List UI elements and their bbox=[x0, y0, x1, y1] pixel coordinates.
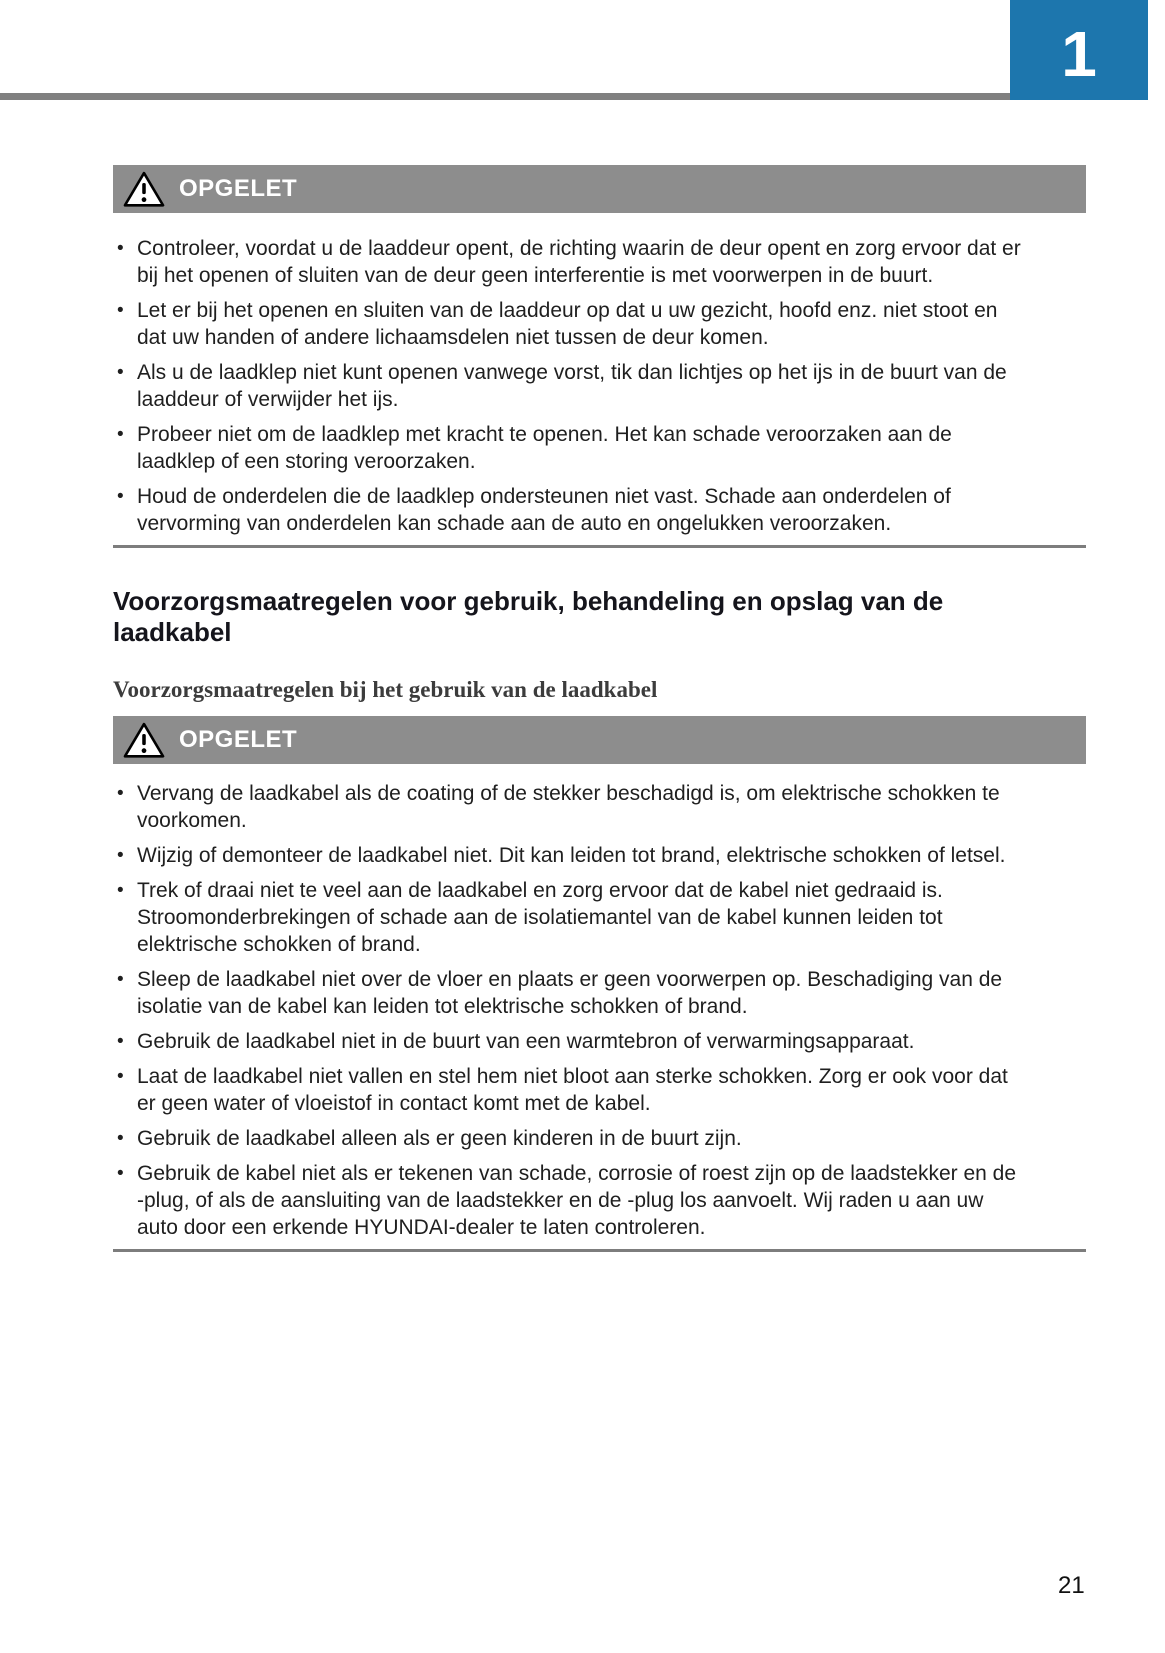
chapter-tab bbox=[1010, 0, 1148, 100]
caution-banner bbox=[113, 165, 1086, 213]
caution-banner bbox=[113, 716, 1086, 764]
caution-list-item: • Gebruik de kabel niet als er tekenen van schade, corrosie of roest zijn op de laadstekker en de -plug, of als de aansluiting van de laadstekker en de -plug los aanvoelt. Wij raden u aan uw auto door een erkende HYUNDAI-dealer te laten controleren. bbox=[113, 1160, 1021, 1241]
page-content bbox=[113, 165, 1086, 1252]
page-header bbox=[0, 0, 1165, 100]
caution-list-item: • Let er bij het openen en sluiten van de laaddeur op dat u uw gezicht, hoofd enz. niet stoot en dat uw handen of andere lichaamsdelen niet tussen de deur komen. bbox=[113, 297, 1021, 351]
caution-list-item: • Sleep de laadkabel niet over de vloer en plaats er geen voorwerpen op. Beschadiging van de isolatie van de kabel kan leiden tot elektrische schokken of brand. bbox=[113, 966, 1021, 1020]
section-heading: Voorzorgsmaatregelen voor gebruik, behandeling en opslag van de laadkabel bbox=[113, 586, 944, 647]
caution-list-item: • Gebruik de laadkabel alleen als er geen kinderen in de buurt zijn. bbox=[113, 1125, 1021, 1152]
caution-list-item: • Trek of draai niet te veel aan de laadkabel en zorg ervoor dat de kabel niet gedraaid is. Stroomonderbrekingen of schade aan de isolatiemantel van de kabel kunnen leiden tot elektrische schokken of brand. bbox=[113, 877, 1021, 958]
section-divider bbox=[113, 545, 1086, 548]
caution-list-item: • Als u de laadklep niet kunt openen vanwege vorst, tik dan lichtjes op het ijs in de buurt van de laaddeur of verwijder het ijs. bbox=[113, 359, 1021, 413]
chapter-number: 1 bbox=[1061, 18, 1097, 90]
section-divider bbox=[113, 1249, 1086, 1252]
caution-list-item: • Controleer, voordat u de laaddeur opent, de richting waarin de deur opent en zorg ervoor dat er bij het openen of sluiten van de deur geen interferentie is met voorwerpen in de buurt. bbox=[113, 235, 1021, 289]
page-number: 21 bbox=[1058, 1572, 1085, 1599]
caution-list bbox=[113, 235, 1086, 537]
sub-heading: Voorzorgsmaatregelen bij het gebruik van de laadkabel bbox=[113, 677, 658, 702]
caution-list-item: • Gebruik de laadkabel niet in de buurt van een warmtebron of verwarmingsapparaat. bbox=[113, 1028, 1021, 1055]
caution-list bbox=[113, 780, 1086, 1241]
caution-list-item: • Vervang de laadkabel als de coating of de stekker beschadigd is, om elektrische schokken te voorkomen. bbox=[113, 780, 1021, 834]
caution-list-item: • Wijzig of demonteer de laadkabel niet. Dit kan leiden tot brand, elektrische schokken of letsel. bbox=[113, 842, 1021, 869]
header-rule bbox=[0, 93, 1010, 100]
caution-list-item: • Houd de onderdelen die de laadklep ondersteunen niet vast. Schade aan onderdelen of vervorming van onderdelen kan schade aan de auto en ongelukken veroorzaken. bbox=[113, 483, 1021, 537]
caution-list-item: • Laat de laadkabel niet vallen en stel hem niet bloot aan sterke schokken. Zorg er ook voor dat er geen water of vloeistof in contact komt met de kabel. bbox=[113, 1063, 1021, 1117]
caution-list-item: • Probeer niet om de laadklep met kracht te openen. Het kan schade veroorzaken aan de laadklep of een storing veroorzaken. bbox=[113, 421, 1021, 475]
caution-title: OPGELET bbox=[179, 726, 298, 753]
caution-title: OPGELET bbox=[179, 175, 298, 202]
warning-triangle-icon bbox=[123, 171, 165, 208]
warning-triangle-icon bbox=[123, 722, 165, 759]
